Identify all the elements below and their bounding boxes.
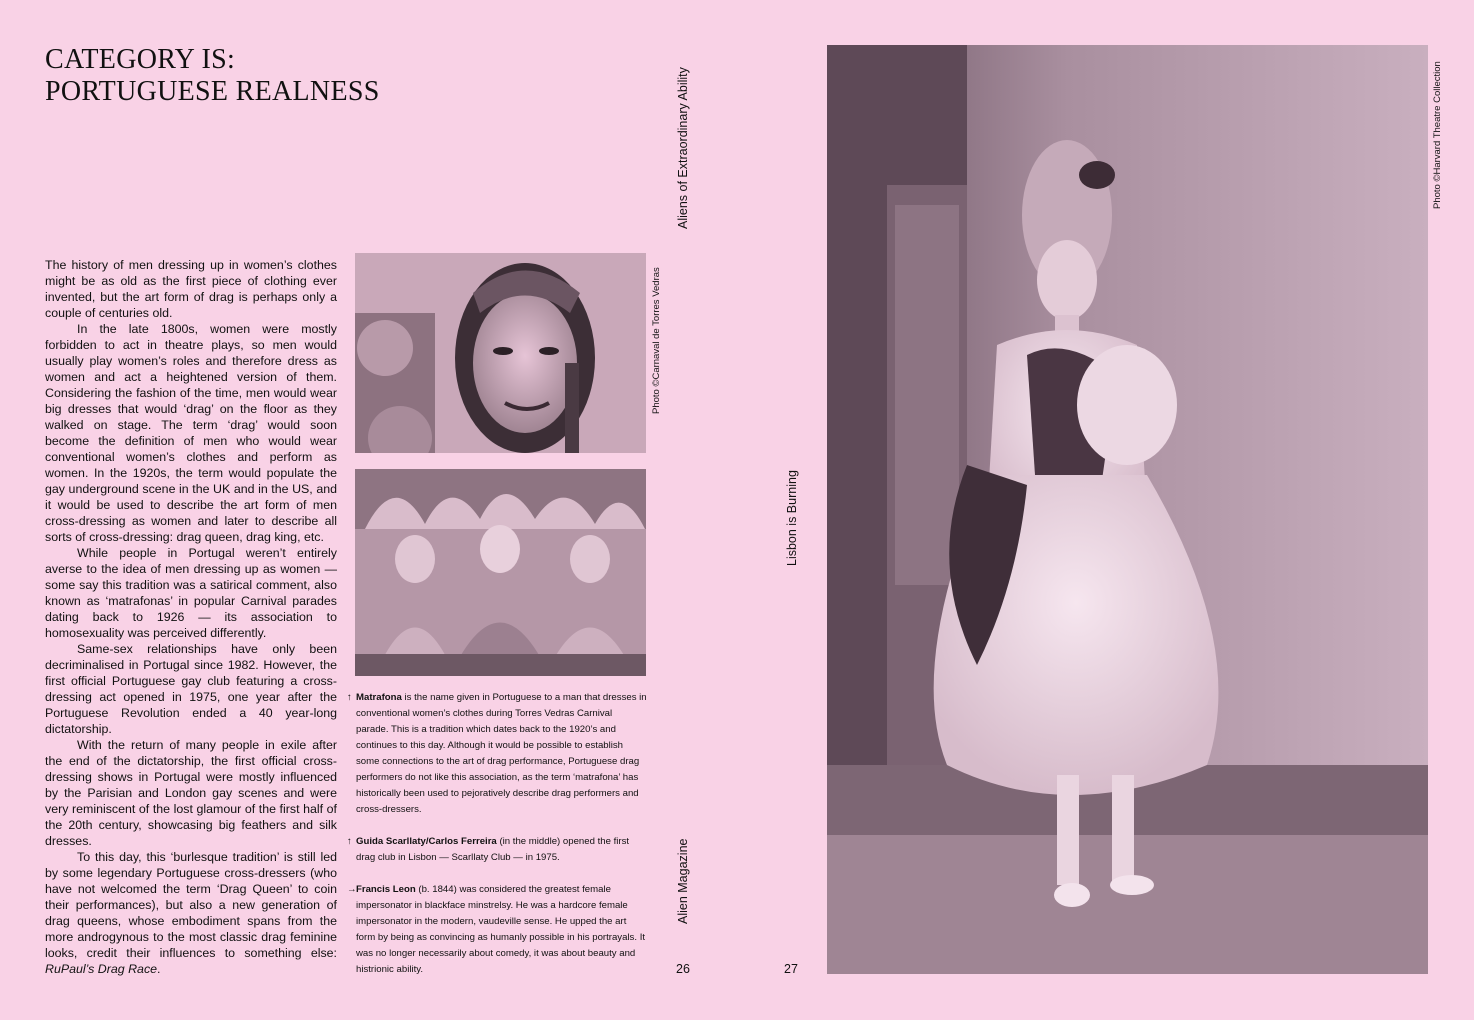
show-title: RuPaul’s Drag Race bbox=[45, 962, 158, 976]
article-title bbox=[45, 44, 380, 108]
page-number-left: 26 bbox=[676, 962, 690, 976]
paragraph: With the return of many people in exile after the end of the dictatorship, the first official cross-dressing shows in Portugal were mostly influenced by the Parisian and London gay scenes and were very reminiscent of the lost glamour of the first half of the 20th century, showcasing big feathers and silk dresses. bbox=[45, 738, 337, 848]
caption-text: is the name given in Portuguese to a man that dresses in conventional women’s clothes during Torres Vedras Carnival parade. This is a tradition which dates back to the 1920’s and continues to this day. Although it would be possible to establish some connections to the art of drag performance, Portuguese drag performers do not like this association, as the term ‘matrafona’ has historically been used to pejoratively describe drag performers and cross-dressers. bbox=[356, 692, 647, 815]
arrow-right-icon: → bbox=[347, 884, 357, 895]
article-body bbox=[45, 257, 337, 977]
caption-bold: Matrafona bbox=[356, 692, 402, 703]
paragraph-end: . bbox=[157, 962, 161, 976]
photo-francis-leon bbox=[827, 45, 1428, 974]
paragraph-last bbox=[45, 849, 337, 977]
title-line-2: PORTUGUESE REALNESS bbox=[45, 76, 380, 107]
caption-matrafona bbox=[347, 690, 647, 818]
paragraph-last-text: To this day, this ‘burlesque tradition’ is still led by some legendary Portuguese cross-dressers (who have not welcomed the term ‘Drag Queen’ to coin their performances), but also a new generation of drag queens, whose embodiment spans from the more androgynous to the most classic drag feminine looks, credit their influences to something else: bbox=[45, 850, 337, 960]
caption-francis-leon bbox=[347, 882, 647, 978]
caption-text: (b. 1844) was considered the greatest female impersonator in blackface minstrelsy. He was a hardcore female impersonator in the modern, vaudeville sense. He upped the art form by being as convincing as humanly possible in his portrayals. It was no longer necessarily about comedy, it was about beauty and histrionic ability. bbox=[356, 884, 646, 975]
caption-bold: Francis Leon bbox=[356, 884, 416, 895]
paragraph: The history of men dressing up in women’s clothes might be as old as the first piece of clothing ever invented, but the art form of drag is perhaps only a couple of centuries old. bbox=[45, 258, 337, 320]
caption-bold: Guida Scarllaty/Carlos Ferreira bbox=[356, 836, 497, 847]
page-number-right: 27 bbox=[784, 962, 798, 976]
photo-credit-right: Photo ©Harvard Theatre Collection bbox=[1432, 61, 1443, 209]
caption-text: (in the middle) opened the first drag club in Lisbon — Scarllaty Club — in 1975. bbox=[356, 836, 630, 863]
photo-matrafona-portrait bbox=[355, 253, 646, 453]
arrow-up-icon: ↑ bbox=[347, 836, 352, 847]
photo-scarllaty-group bbox=[355, 469, 646, 676]
running-head-article: Lisbon is Burning bbox=[785, 470, 799, 566]
arrow-up-icon: ↑ bbox=[347, 692, 352, 703]
paragraph: In the late 1800s, women were mostly forbidden to act in theatre plays, so men would usually play women’s roles and therefore dress as women and act a heightened version of them. Considering the fashion of the time, men would wear big dresses that would ‘drag’ on the floor as they walked on stage. The term ‘drag’ would soon become the definition of men who would wear conventional women’s clothes and perform as women. In the 1920s, the term would populate the gay underground scene in the UK and in the US, and it would be used to describe the art form of men cross-dressing as women and later to describe all sorts of cross-dressing: drag queen, drag king, etc. bbox=[45, 322, 337, 544]
paragraph: While people in Portugal weren’t entirely averse to the idea of men dressing up as women — some say this tradition was a satirical comment, also known as ‘matrafonas’ in popular Carnival parades dating back to 1926 — its association to homosexuality was perceived differently. bbox=[45, 546, 337, 640]
photo-captions bbox=[347, 690, 647, 994]
photo-credit-left: Photo ©Carnaval de Torres Vedras bbox=[651, 267, 662, 414]
caption-scarllaty bbox=[347, 834, 647, 866]
title-line-1: CATEGORY IS: bbox=[45, 44, 236, 75]
running-head-magazine-section: Aliens of Extraordinary Ability bbox=[676, 67, 690, 229]
paragraph: Same-sex relationships have only been decriminalised in Portugal since 1982. However, the first official Portuguese gay club featuring a cross-dressing act opened in 1975, one year after the Portuguese Revolution ended a 40 year-long dictatorship. bbox=[45, 642, 337, 736]
running-head-magazine-name: Alien Magazine bbox=[676, 838, 690, 924]
